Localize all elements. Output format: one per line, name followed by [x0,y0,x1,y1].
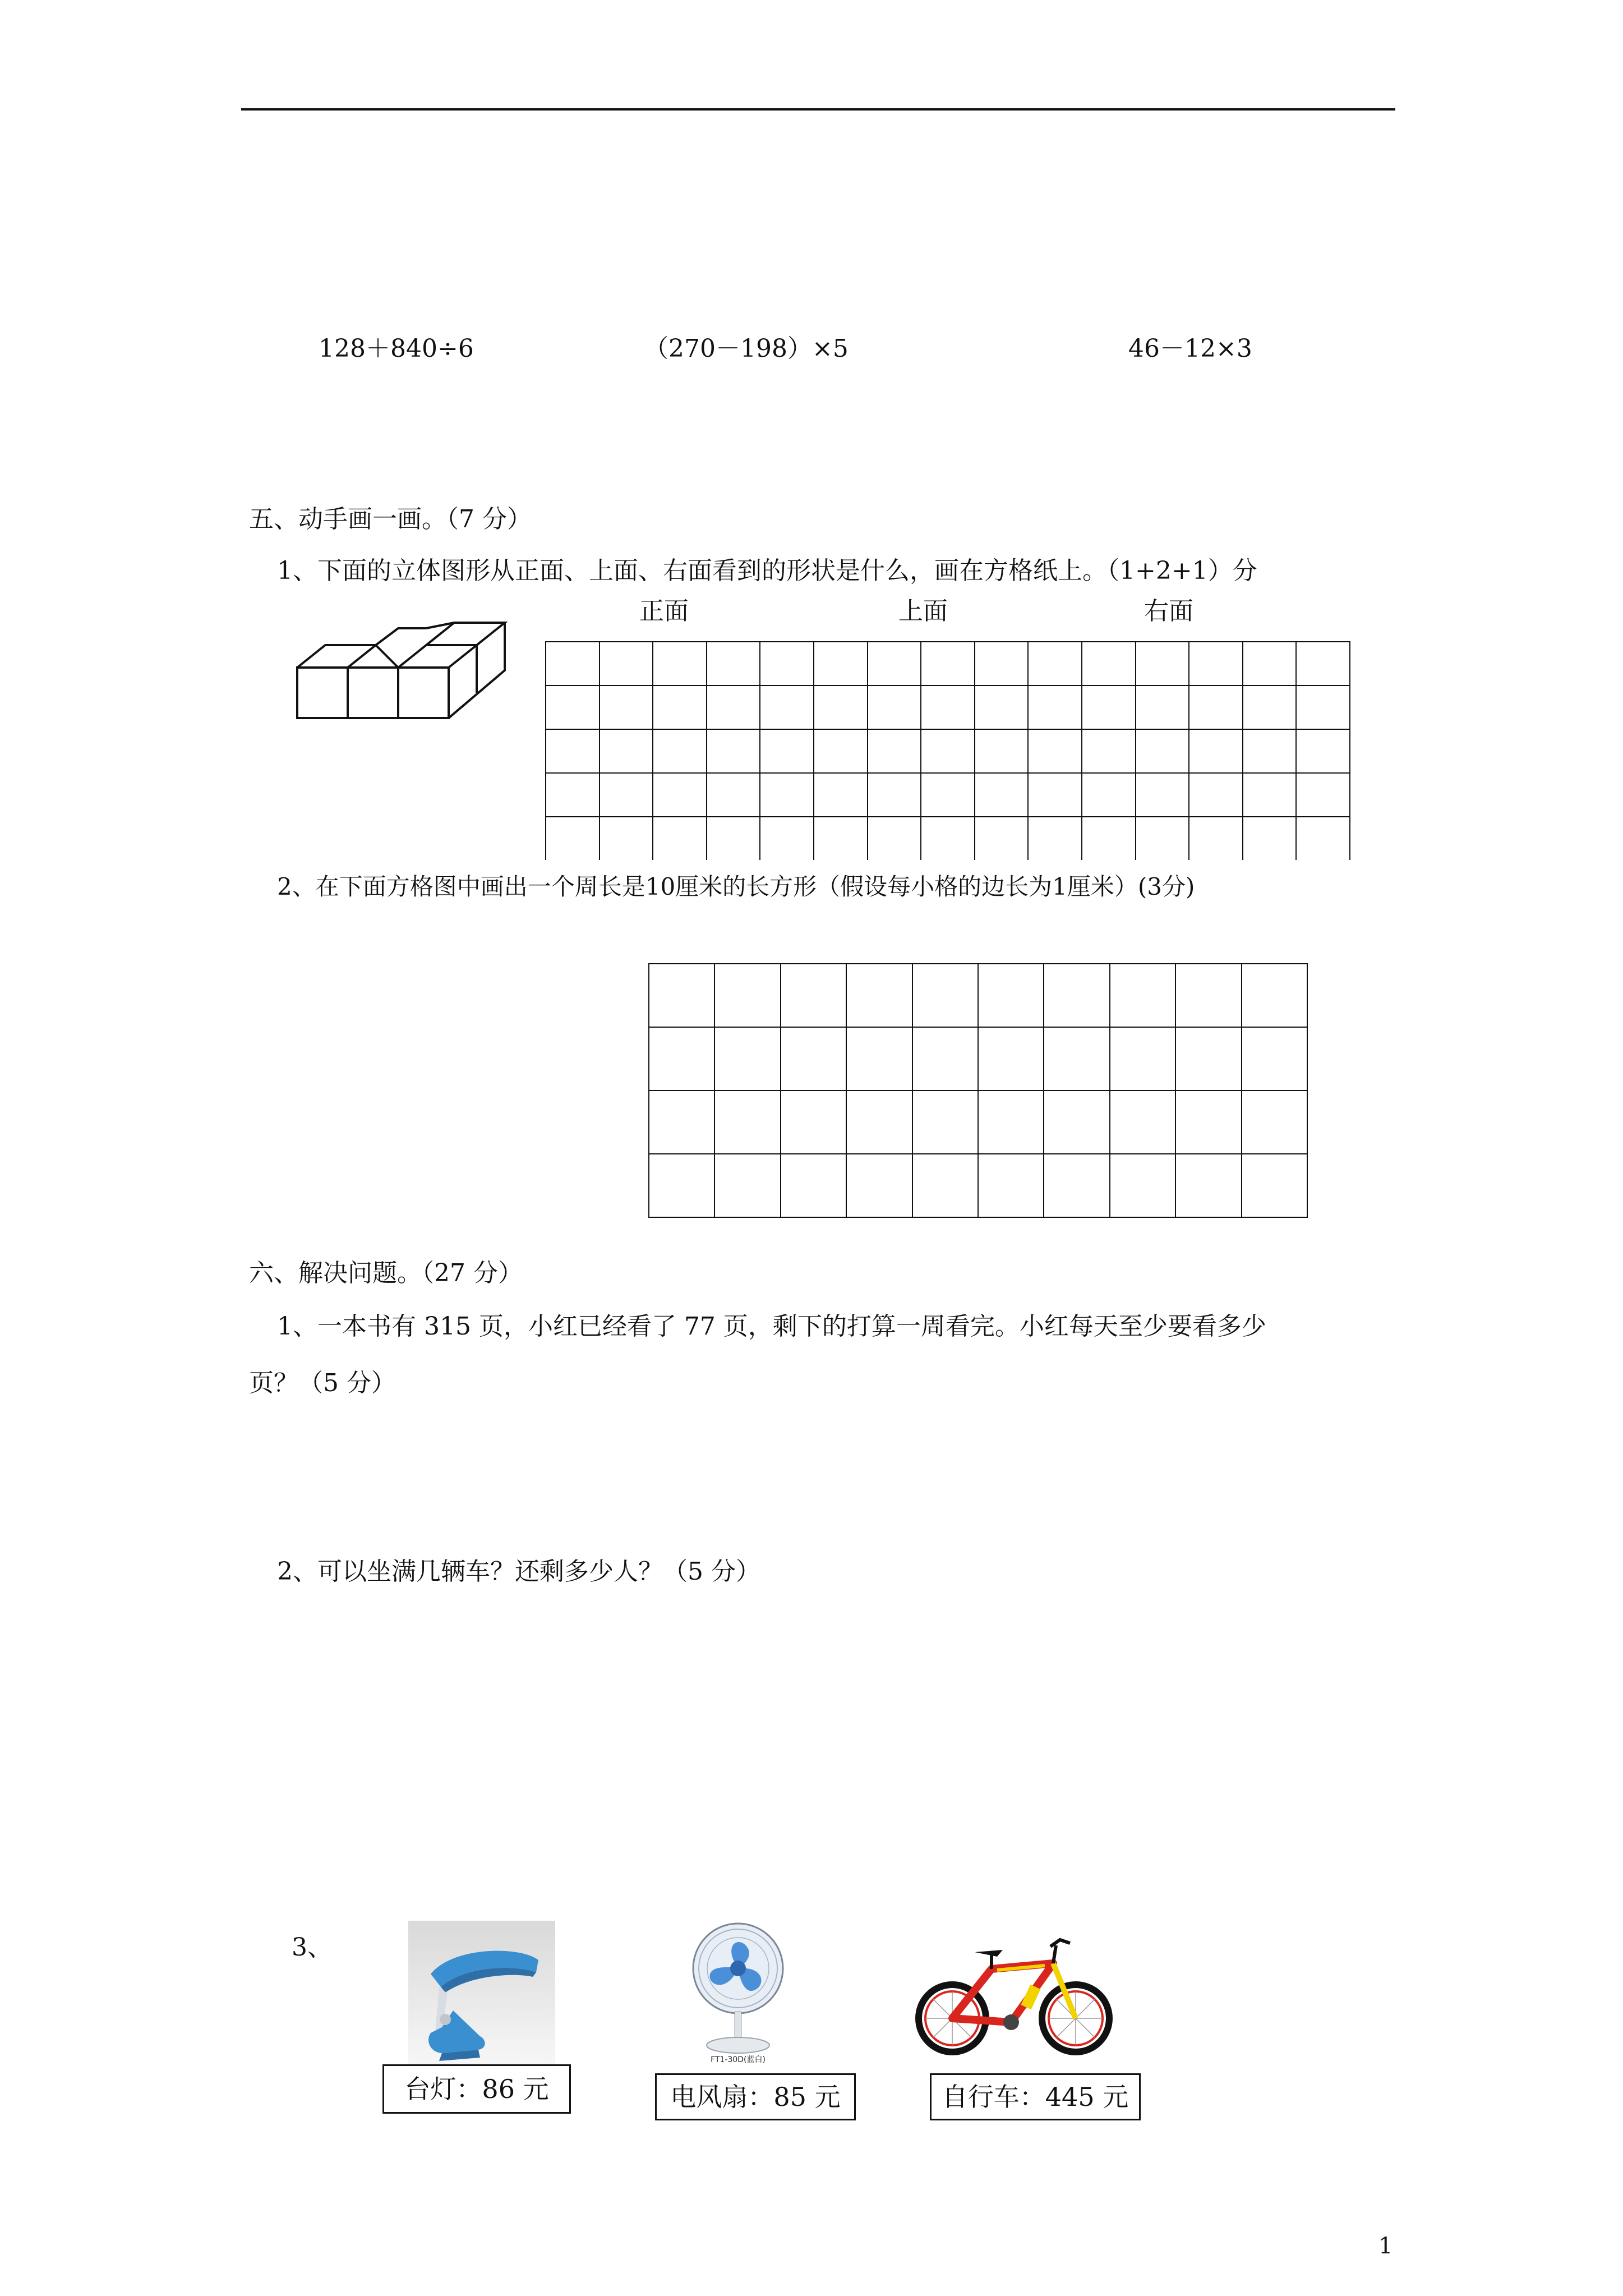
grid-cell[interactable] [1296,685,1350,729]
grid-row [649,1091,1307,1154]
grid-cell[interactable] [846,964,912,1027]
grid-cell[interactable] [714,1027,780,1091]
grid-cell[interactable] [1082,773,1136,817]
grid-cell[interactable] [653,817,707,860]
grid-cell[interactable] [1082,642,1136,685]
grid-cell[interactable] [653,685,707,729]
grid-cell[interactable] [975,729,1029,773]
grid-row [546,685,1350,729]
grid-cell[interactable] [546,773,600,817]
grid-cell[interactable] [707,817,760,860]
grid-cell[interactable] [978,1154,1044,1217]
grid-cell[interactable] [760,817,814,860]
grid-cell[interactable] [975,817,1029,860]
grid-cell[interactable] [912,964,978,1027]
grid-cell[interactable] [1242,1091,1307,1154]
grid-cell[interactable] [814,685,868,729]
grid-cell[interactable] [714,1091,780,1154]
grid-cell[interactable] [912,1091,978,1154]
grid-row [546,729,1350,773]
grid-cell[interactable] [760,642,814,685]
grid-cell[interactable] [649,1027,714,1091]
electric-fan-image [688,1921,789,2067]
grid-cell[interactable] [978,1091,1044,1154]
grid-cell[interactable] [653,729,707,773]
grid-cell[interactable] [653,773,707,817]
grid-cell[interactable] [814,773,868,817]
grid-cell[interactable] [1028,817,1082,860]
grid-cell[interactable] [1296,729,1350,773]
grid-cell[interactable] [1028,729,1082,773]
grid-cell[interactable] [546,685,600,729]
section-6-question-1-line-2: 页？（5 分） [249,1369,396,1397]
grid-cell[interactable] [781,1154,846,1217]
grid-row [546,642,1350,685]
grid-cell[interactable] [1136,685,1189,729]
section-5-heading: 五、动手画一画。（7 分） [249,505,532,533]
grid-cell[interactable] [1028,685,1082,729]
grid-cell[interactable] [1110,964,1175,1027]
grid-cell[interactable] [1296,642,1350,685]
grid-cell[interactable] [814,642,868,685]
expression-1: 128＋840÷6 [319,334,474,363]
grid-cell[interactable] [1136,729,1189,773]
header-rule [241,108,1395,111]
grid-cell[interactable] [868,773,921,817]
page-number: 1 [1378,2233,1393,2259]
grid-cell[interactable] [714,1154,780,1217]
grid-cell[interactable] [978,964,1044,1027]
grid-cell[interactable] [1082,817,1136,860]
view-label-top: 上面 [898,597,948,625]
grid-cell[interactable] [1136,642,1189,685]
view-label-front: 正面 [639,597,689,625]
fan-model-caption: FT1-30D(蓝白) [711,2055,766,2064]
grid-cell[interactable] [1175,1027,1241,1091]
grid-cell[interactable] [975,685,1029,729]
view-drawing-grid[interactable] [545,641,1350,860]
section-6-question-3-label: 3、 [292,1933,332,1962]
grid-cell[interactable] [1243,642,1297,685]
grid-cell[interactable] [921,642,975,685]
grid-cell[interactable] [1028,642,1082,685]
grid-cell[interactable] [1243,817,1297,860]
grid-cell[interactable] [1243,729,1297,773]
grid-cell[interactable] [760,773,814,817]
grid-cell[interactable] [975,642,1029,685]
grid-cell[interactable] [846,1027,912,1091]
grid-cell[interactable] [868,685,921,729]
grid-row [649,1027,1307,1091]
grid-cell[interactable] [707,685,760,729]
grid-cell[interactable] [1189,817,1243,860]
grid-cell[interactable] [1175,1091,1241,1154]
grid-cell[interactable] [546,642,600,685]
grid-cell[interactable] [1189,642,1243,685]
grid-cell[interactable] [1296,773,1350,817]
grid-cell[interactable] [846,1091,912,1154]
bicycle-image [913,1930,1115,2064]
grid-cell[interactable] [1110,1027,1175,1091]
grid-cell[interactable] [1175,1154,1241,1217]
grid-cell[interactable] [600,817,653,860]
grid-row [546,773,1350,817]
grid-cell[interactable] [1175,964,1241,1027]
grid-cell[interactable] [714,964,780,1027]
grid-row [649,964,1307,1027]
grid-cell[interactable] [1296,817,1350,860]
grid-cell[interactable] [921,685,975,729]
grid-cell[interactable] [1242,964,1307,1027]
grid-cell[interactable] [1044,1154,1109,1217]
grid-cell[interactable] [1189,729,1243,773]
grid-cell[interactable] [546,729,600,773]
grid-cell[interactable] [978,1027,1044,1091]
expression-2: （270－198）×5 [644,334,849,363]
grid-cell[interactable] [1082,729,1136,773]
grid-cell[interactable] [653,642,707,685]
grid-cell[interactable] [868,642,921,685]
grid-cell[interactable] [781,1091,846,1154]
section-6-question-2: 2、可以坐满几辆车？还剩多少人？（5 分） [277,1557,760,1586]
grid-cell[interactable] [1242,1154,1307,1217]
expression-3: 46－12×3 [1128,334,1252,363]
grid-cell[interactable] [1242,1027,1307,1091]
grid-cell[interactable] [912,1027,978,1091]
grid-cell[interactable] [649,1091,714,1154]
grid-cell[interactable] [546,817,600,860]
grid-cell[interactable] [760,729,814,773]
grid-cell[interactable] [600,729,653,773]
grid-cell[interactable] [912,1154,978,1217]
grid-cell[interactable] [1110,1091,1175,1154]
grid-cell[interactable] [975,773,1029,817]
section-5-question-2: 2、在下面方格图中画出一个周长是10厘米的长方形（假设每小格的边长为1厘米）(3分) [277,873,1195,900]
grid-cell[interactable] [781,1027,846,1091]
grid-cell[interactable] [921,817,975,860]
grid-row [649,1154,1307,1217]
grid-cell[interactable] [1136,817,1189,860]
rectangle-drawing-grid[interactable] [648,963,1308,1218]
grid-cell[interactable] [600,773,653,817]
view-label-right: 右面 [1144,597,1193,625]
grid-cell[interactable] [814,729,868,773]
grid-cell[interactable] [868,729,921,773]
grid-cell[interactable] [921,729,975,773]
desk-lamp-image [408,1921,555,2068]
grid-cell[interactable] [600,685,653,729]
grid-cell[interactable] [707,773,760,817]
grid-cell[interactable] [1243,685,1297,729]
grid-cell[interactable] [649,1154,714,1217]
section-5-question-1: 1、下面的立体图形从正面、上面、右面看到的形状是什么，画在方格纸上。（1+2+1）分 [277,556,1257,585]
grid-cell[interactable] [1044,964,1109,1027]
grid-cell[interactable] [814,817,868,860]
lamp-price-label: 台灯：86 元 [382,2064,571,2114]
grid-cell[interactable] [760,685,814,729]
section-6-question-1-line-1: 1、一本书有 315 页，小红已经看了 77 页，剩下的打算一周看完。小红每天至少要看多少 [277,1312,1266,1341]
grid-cell[interactable] [649,964,714,1027]
grid-cell[interactable] [1110,1154,1175,1217]
grid-cell[interactable] [868,817,921,860]
grid-cell[interactable] [921,773,975,817]
grid-cell[interactable] [1136,773,1189,817]
grid-cell[interactable] [707,729,760,773]
grid-cell[interactable] [1044,1091,1109,1154]
grid-cell[interactable] [707,642,760,685]
bicycle-price-label: 自行车：445 元 [930,2073,1141,2120]
grid-cell[interactable] [781,964,846,1027]
grid-cell[interactable] [1044,1027,1109,1091]
grid-cell[interactable] [1243,773,1297,817]
cube-solid-figure [292,606,527,729]
grid-cell[interactable] [846,1154,912,1217]
grid-cell[interactable] [1082,685,1136,729]
section-6-heading: 六、解决问题。（27 分） [249,1259,523,1287]
grid-cell[interactable] [1189,685,1243,729]
grid-cell[interactable] [600,642,653,685]
grid-row [546,817,1350,860]
grid-cell[interactable] [1189,773,1243,817]
fan-price-label: 电风扇：85 元 [655,2073,856,2120]
grid-cell[interactable] [1028,773,1082,817]
